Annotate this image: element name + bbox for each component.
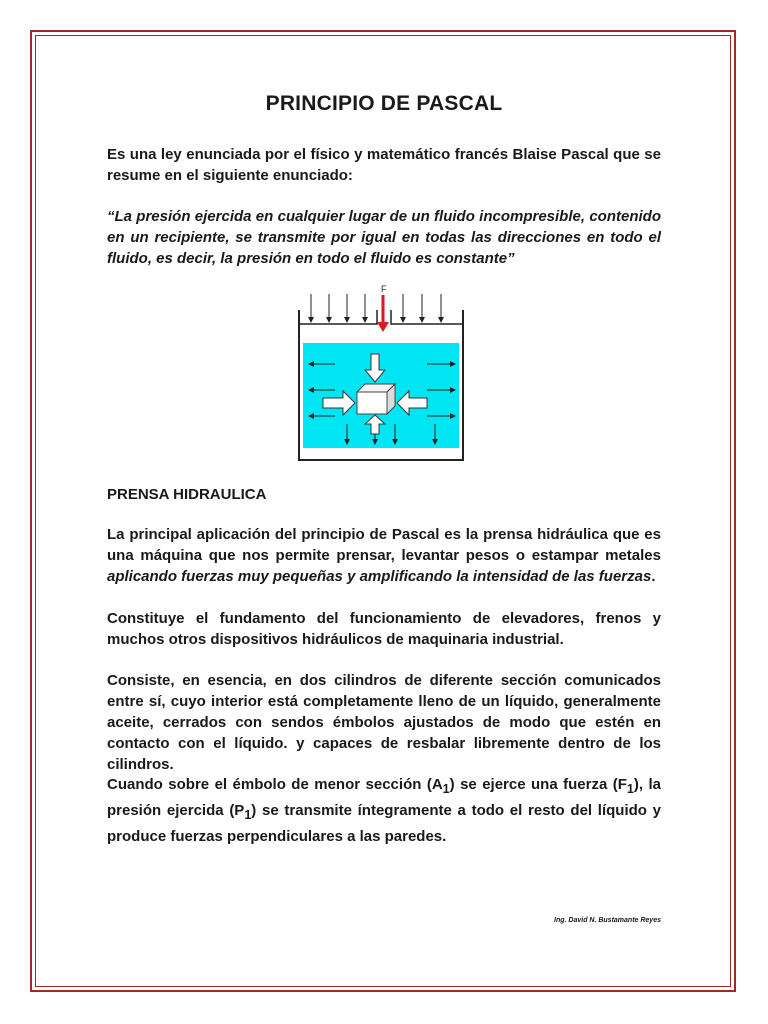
p4-sub-3: 1	[244, 808, 252, 822]
paragraph-cilindros: Consiste, en esencia, en dos cilindros de diferente sección comunicados entre sí, cuyo interior está completamente lleno de un líquido, generalmente aceite, cerrados con sendos émbolos ajustados de modo que estén en contacto con el líquido. y capaces de resbalar libremente dentro de los cilindros.	[107, 672, 661, 773]
paragraph-prensa-emphasis: aplicando fuerzas muy pequeñas y amplificando la intensidad de las fuerzas	[107, 568, 652, 585]
pascal-diagram	[295, 282, 467, 464]
intro-paragraph: Es una ley enunciada por el físico y matemático francés Blaise Pascal que se resume en el siguiente enunciado:	[107, 146, 661, 184]
force-arrow-shaft	[382, 295, 385, 325]
fluid-element-cube	[357, 384, 395, 414]
force-arrow-head	[377, 322, 389, 332]
author-footer: Ing. David N. Bustamante Reyes	[554, 917, 661, 924]
p4-text-d: ) se transmite íntegramente a todo el resto del líquido y produce fuerzas perpendiculares a las paredes.	[107, 802, 662, 845]
pascal-quote: “La presión ejercida en cualquier lugar de un fluido incompresible, contenido en un recipiente, se transmite por igual en todas las direcciones en todo el fluido, es decir, la presión en todo el fluido es constante”	[107, 208, 661, 267]
force-label: F	[381, 284, 387, 294]
p4-sub-2: 1	[626, 782, 634, 796]
top-pressure-arrows	[311, 294, 441, 322]
p4-text-c: ), la presión ejercida (P	[107, 776, 661, 819]
paragraph-fuerza	[107, 774, 661, 847]
p4-text-b: ) se ejerce una fuerza (F	[449, 776, 627, 793]
paragraph-prensa-end: .	[651, 568, 656, 585]
paragraph-prensa-text: La principal aplicación del principio de Pascal es la prensa hidráulica que es una máquina que nos permite prensar, levantar pesos o estampar metales	[107, 526, 661, 564]
piston-right	[391, 310, 463, 324]
p4-text-a: Cuando sobre el émbolo de menor sección (A	[107, 776, 443, 793]
section-heading: PRENSA HIDRAULICA	[107, 486, 267, 503]
p4-sub-1: 1	[442, 782, 450, 796]
paragraph-prensa	[107, 524, 661, 587]
page-title: PRINCIPIO DE PASCAL	[265, 92, 503, 115]
paragraph-fundamento: Constituye el fundamento del funcionamiento de elevadores, frenos y muchos otros dispositivos hidráulicos de maquinaria industrial.	[107, 610, 661, 648]
